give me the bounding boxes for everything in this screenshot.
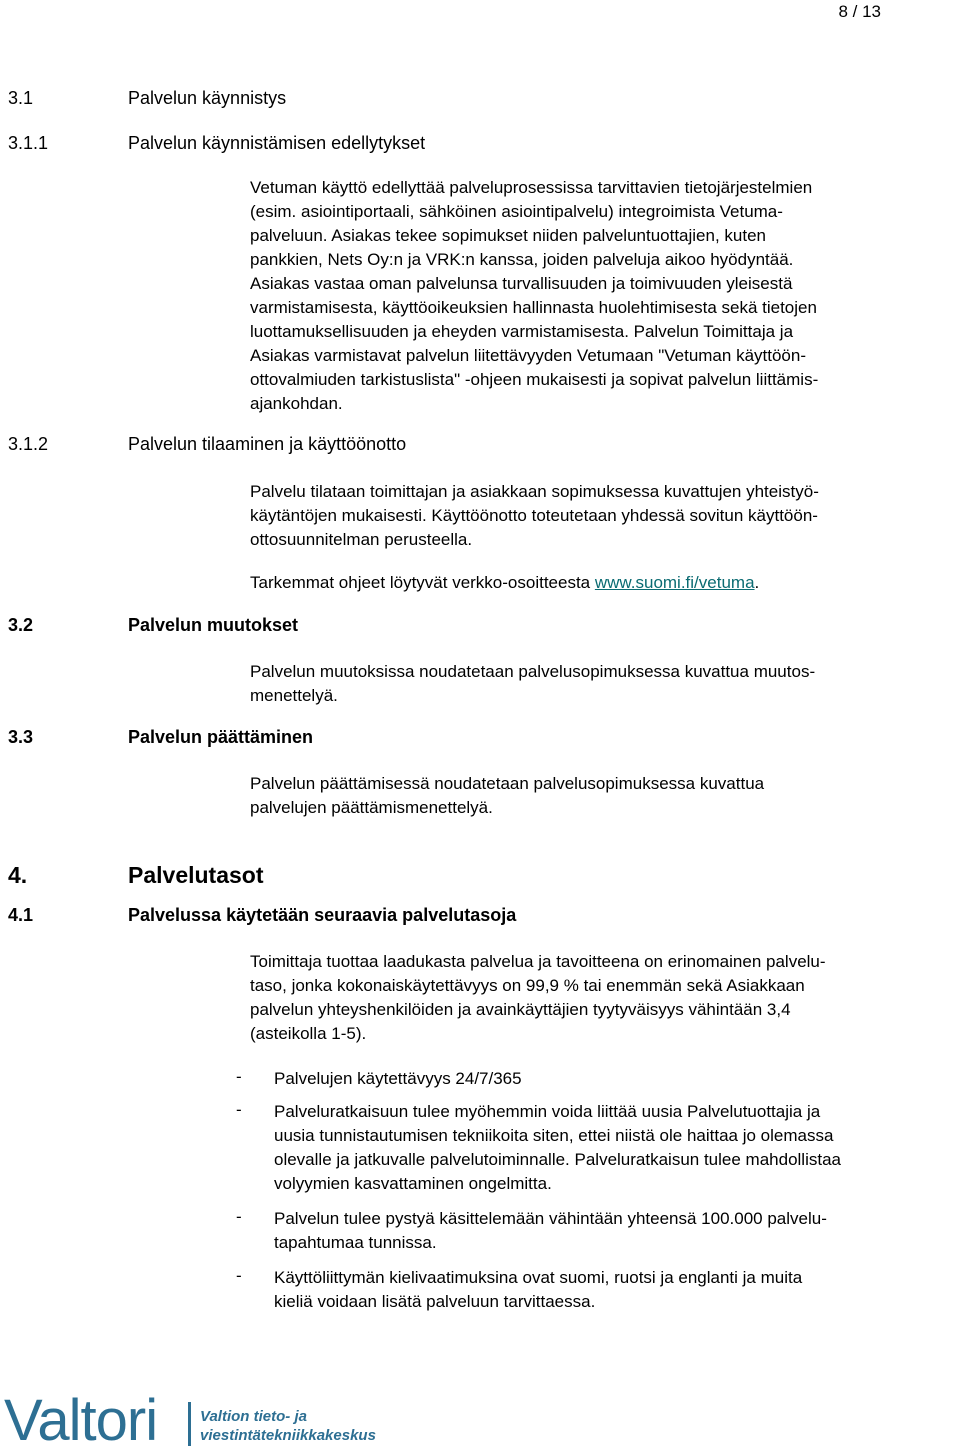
text-line: menettelyä. <box>250 686 338 705</box>
text-line: ottovalmiuden tarkistuslista" -ohjeen mukaisesti ja sopivat palvelun liittämis- <box>250 370 819 389</box>
section-number: 3.1.2 <box>8 434 49 454</box>
text-line: Palvelun tulee pystyä käsittelemään vähintään yhteensä 100.000 palvelu- <box>274 1209 827 1228</box>
paragraph-3-1-2-link <box>250 571 759 595</box>
logo-wordmark: Valtori <box>4 1388 158 1453</box>
text-line: käytäntöjen mukaisesti. Käyttöönotto toteutetaan yhdessä sovitun käyttöön- <box>250 506 818 525</box>
text-line: Palvelun muutoksissa noudatetaan palvelusopimuksessa kuvattua muutos- <box>250 662 816 681</box>
vetuma-link[interactable]: www.suomi.fi/vetuma <box>594 573 755 592</box>
text-line: (esim. asiointiportaali, sähköinen asiointipalvelu) integroimista Vetuma- <box>250 202 783 221</box>
section-title: Palvelun käynnistämisen edellytykset <box>128 133 426 153</box>
section-number: 3.2 <box>8 615 34 635</box>
section-title: Palvelun muutokset <box>128 615 299 635</box>
text-line: luottamuksellisuuden ja eheyden varmistamisesta. Palvelun Toimittaja ja <box>250 322 794 341</box>
text-line: volyymien kasvattaminen ongelmitta. <box>274 1174 552 1193</box>
logo-tagline-1: Valtion tieto- ja <box>200 1408 307 1425</box>
text-line: Asiakas varmistavat palvelun liitettävyyden Vetumaan "Vetuman käyttöön- <box>250 346 806 365</box>
bullet-dash: - <box>236 1100 242 1119</box>
text-line: kieliä voidaan lisätä palveluun tarvittaessa. <box>274 1292 596 1311</box>
text-line: varmistamisesta, käyttöoikeuksien hallinnasta huolehtimisesta sekä tietojen <box>250 298 817 317</box>
bullet-dash: - <box>236 1207 242 1226</box>
text-line: Palvelujen käytettävyys 24/7/365 <box>274 1069 522 1088</box>
section-title: Palvelutasot <box>128 862 264 888</box>
section-number: 3.1 <box>8 88 34 108</box>
section-title: Palvelun päättäminen <box>128 727 314 747</box>
text-line: ajankohdan. <box>250 394 343 413</box>
section-number: 4. <box>8 862 28 888</box>
text-line: Palveluratkaisuun tulee myöhemmin voida liittää uusia Palvelutuottajia ja <box>274 1102 821 1121</box>
text-line: Toimittaja tuottaa laadukasta palvelua ja tavoitteena on erinomainen palvelu- <box>250 952 826 971</box>
text-line: ottosuunnitelman perusteella. <box>250 530 473 549</box>
section-number: 3.1.1 <box>8 133 49 153</box>
section-title: Palvelussa käytetään seuraavia palvelutasoja <box>128 905 517 925</box>
text-line: Palvelun päättämisessä noudatetaan palvelusopimuksessa kuvattua <box>250 774 765 793</box>
page-number: 8 / 13 <box>838 2 881 21</box>
text-span: Tarkemmat ohjeet löytyvät verkko-osoitteesta <box>250 573 595 592</box>
text-line: (asteikolla 1-5). <box>250 1024 367 1043</box>
text-span: . <box>754 573 760 592</box>
section-number: 4.1 <box>8 905 34 925</box>
text-line: tapahtumaa tunnissa. <box>274 1233 437 1252</box>
text-line: Vetuman käyttö edellyttää palveluprosessissa tarvittavien tietojärjestelmien <box>250 178 813 197</box>
text-line: pankkien, Nets Oy:n ja VRK:n kanssa, joiden palveluja aikoo hyödyntää. <box>250 250 794 269</box>
section-number: 3.3 <box>8 727 34 747</box>
text-line: Palvelu tilataan toimittajan ja asiakkaan sopimuksessa kuvattujen yhteistyö- <box>250 482 819 501</box>
bullet-dash: - <box>236 1266 242 1285</box>
text-line: uusia tunnistautumisen tekniikoita siten, ettei niistä ole haittaa jo olemassa <box>274 1126 834 1145</box>
text-line: Käyttöliittymän kielivaatimuksina ovat suomi, ruotsi ja englanti ja muita <box>274 1268 803 1287</box>
section-title: Palvelun käynnistys <box>128 88 287 108</box>
text-line: taso, jonka kokonaiskäytettävyys on 99,9 % tai enemmän sekä Asiakkaan <box>250 976 805 995</box>
text-line: olevalle ja jatkuvalle palvelutoiminnalle. Palveluratkaisun tulee mahdollistaa <box>274 1150 841 1169</box>
text-line: Asiakas vastaa oman palvelunsa turvallisuuden ja toimivuuden yleisestä <box>250 274 793 293</box>
text-line: palveluun. Asiakas tekee sopimukset niiden palveluntuottajien, kuten <box>250 226 767 245</box>
text-line: palvelun yhteyshenkilöiden ja avainkäyttäjien tyytyväisyys vähintään 3,4 <box>250 1000 791 1019</box>
logo-tagline-2: viestintätekniikkakeskus <box>200 1427 376 1444</box>
section-title: Palvelun tilaaminen ja käyttöönotto <box>128 434 407 454</box>
logo-divider <box>188 1402 191 1446</box>
bullet-dash: - <box>236 1067 242 1086</box>
text-line: palvelujen päättämismenettelyä. <box>250 798 493 817</box>
